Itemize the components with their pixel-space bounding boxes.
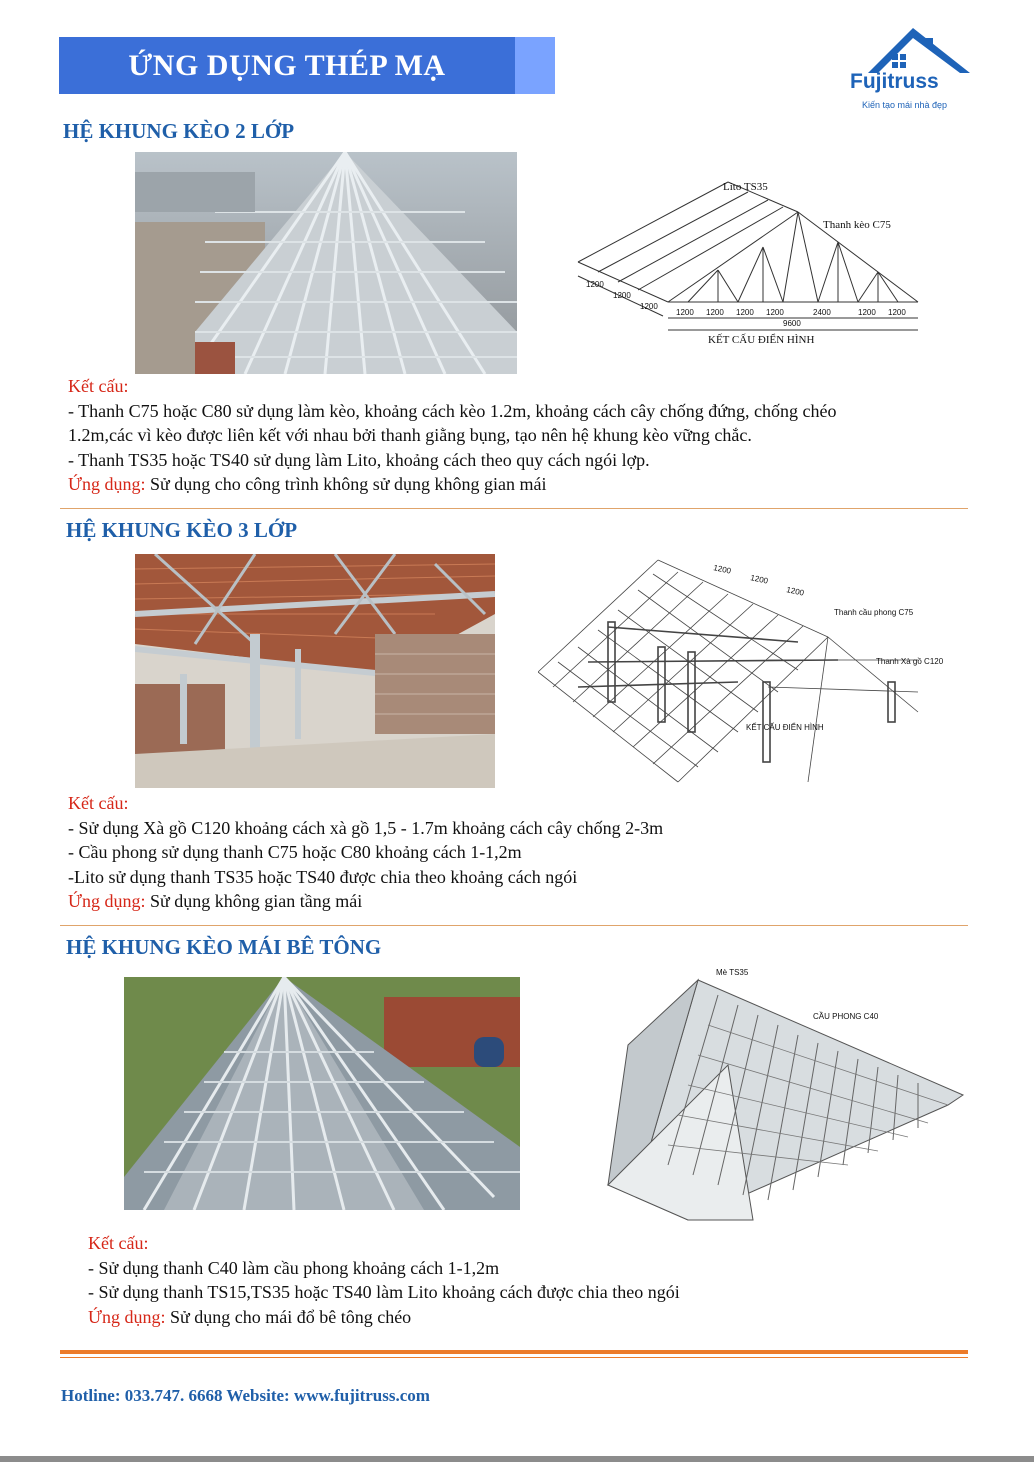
section-1-title: HỆ KHUNG KÈO 2 LỚP (63, 119, 295, 143)
section-2-structure-label: Kết cấu: (68, 793, 129, 813)
section-3-line-1: - Sử dụng thanh C40 làm cầu phong khoảng cách 1-1,2m (88, 1257, 500, 1278)
company-logo (838, 18, 988, 118)
section-2-application-label: Ứng dụng: (68, 891, 146, 911)
footer-contact: Hotline: 033.747. 6668 Website: www.fujitruss.com (61, 1386, 430, 1405)
diagram-concrete-roof (568, 965, 968, 1225)
section-1-application-text: Sử dụng cho công trình không sử dụng không gian mái (145, 474, 547, 494)
section-2-line-3: -Lito sử dụng thanh TS35 hoặc TS40 được chia theo khoảng cách ngói (68, 866, 578, 887)
diagram1-label-rafter: Thanh kèo C75 (823, 219, 891, 231)
divider-1 (60, 508, 968, 509)
banner-accent (515, 37, 555, 94)
section-2-title: HỆ KHUNG KÈO 3 LỚP (66, 518, 298, 542)
diagram1-dim-bottom-7: 1200 (888, 308, 906, 317)
section-3-text (88, 1231, 968, 1329)
footer-divider-thin (60, 1357, 968, 1358)
section-2-line-2: - Cầu phong sử dụng thanh C75 hoặc C80 khoảng cách 1-1,2m (68, 842, 522, 862)
section-3-line-2: - Sử dụng thanh TS15,TS35 hoặc TS40 làm Lito khoảng cách được chia theo ngói (88, 1282, 680, 1302)
diagram2-label-rafter: Thanh cầu phong C75 (834, 608, 914, 617)
section-3-application-label: Ứng dụng: (88, 1306, 166, 1327)
page-bottom-bar (0, 1456, 1034, 1462)
photo-two-layer-truss (135, 152, 517, 374)
diagram2-dim-3: 1200 (785, 585, 805, 598)
diagram1-dim-bottom-3: 1200 (736, 308, 754, 317)
diagram2-label-purlin: Thanh Xà gồ C120 (876, 657, 944, 666)
house-roof-icon (838, 18, 988, 78)
diagram1-dim-bottom-2: 1200 (706, 308, 724, 317)
diagram2-caption: KẾT CẤU ĐIỂN HÌNH (746, 723, 824, 732)
diagram-three-layer-truss (538, 552, 968, 784)
section-1-line-2: 1.2m,các vì kèo được liên kết với nhau bởi thanh giằng bụng, tạo nên hệ khung kèo vững chắc. (68, 425, 752, 445)
section-1-application-label: Ứng dụng: (68, 474, 146, 494)
section-2-line-1: - Sử dụng Xà gồ C120 khoảng cách xà gồ 1,5 - 1.7m khoảng cách cây chống 2-3m (68, 817, 664, 838)
diagram2-dim-2: 1200 (749, 573, 769, 586)
section-3-structure-label: Kết cấu: (88, 1233, 149, 1253)
diagram-two-layer-truss (568, 172, 968, 352)
logo-name: Fujitruss (850, 70, 939, 93)
diagram1-dim-total: 9600 (783, 319, 801, 328)
section-1-line-3: - Thanh TS35 hoặc TS40 sử dụng làm Lito, khoảng cách theo quy cách ngói lợp. (68, 449, 650, 470)
diagram1-dim-bottom-6: 1200 (858, 308, 876, 317)
diagram1-caption: KẾT CẤU ĐIỂN HÌNH (708, 334, 815, 346)
divider-2 (60, 925, 968, 926)
diagram1-label-lito: Lito TS35 (723, 181, 768, 193)
logo-tagline: Kiến tạo mái nhà đẹp (862, 100, 948, 110)
section-1-text (68, 374, 968, 497)
diagram1-dim-left-3: 1200 (640, 302, 658, 311)
diagram2-dim-1: 1200 (712, 563, 732, 576)
section-1-line-1: - Thanh C75 hoặc C80 sử dụng làm kèo, khoảng cách kèo 1.2m, khoảng cách cây chống đứng, chống chéo (68, 400, 837, 421)
photo-three-layer-truss (135, 554, 495, 788)
section-3-application (88, 1305, 968, 1330)
section-3-application-text: Sử dụng cho mái đổ bê tông chéo (165, 1306, 412, 1327)
section-2-text (68, 791, 968, 914)
diagram1-dim-bottom-1: 1200 (676, 308, 694, 317)
diagram1-dim-left-1: 1200 (586, 280, 604, 289)
diagram1-dim-bottom-4: 1200 (766, 308, 784, 317)
diagram3-label-rafter: CẦU PHONG C40 (813, 1012, 879, 1021)
diagram3-label-lito: Mè TS35 (716, 968, 749, 977)
diagram1-dim-left-2: 1200 (613, 291, 631, 300)
diagram1-dim-bottom-5: 2400 (813, 308, 831, 317)
section-1-application (68, 472, 968, 497)
section-3-title: HỆ KHUNG KÈO MÁI BÊ TÔNG (66, 935, 382, 959)
title-banner (59, 37, 555, 94)
section-2-application-text: Sử dụng không gian tầng mái (145, 891, 363, 911)
photo-concrete-roof-truss (124, 977, 520, 1210)
page-title: ỨNG DỤNG THÉP MẠ (128, 49, 446, 82)
section-1-structure-label: Kết cấu: (68, 376, 129, 396)
footer-divider (60, 1350, 968, 1354)
section-2-application (68, 889, 968, 914)
